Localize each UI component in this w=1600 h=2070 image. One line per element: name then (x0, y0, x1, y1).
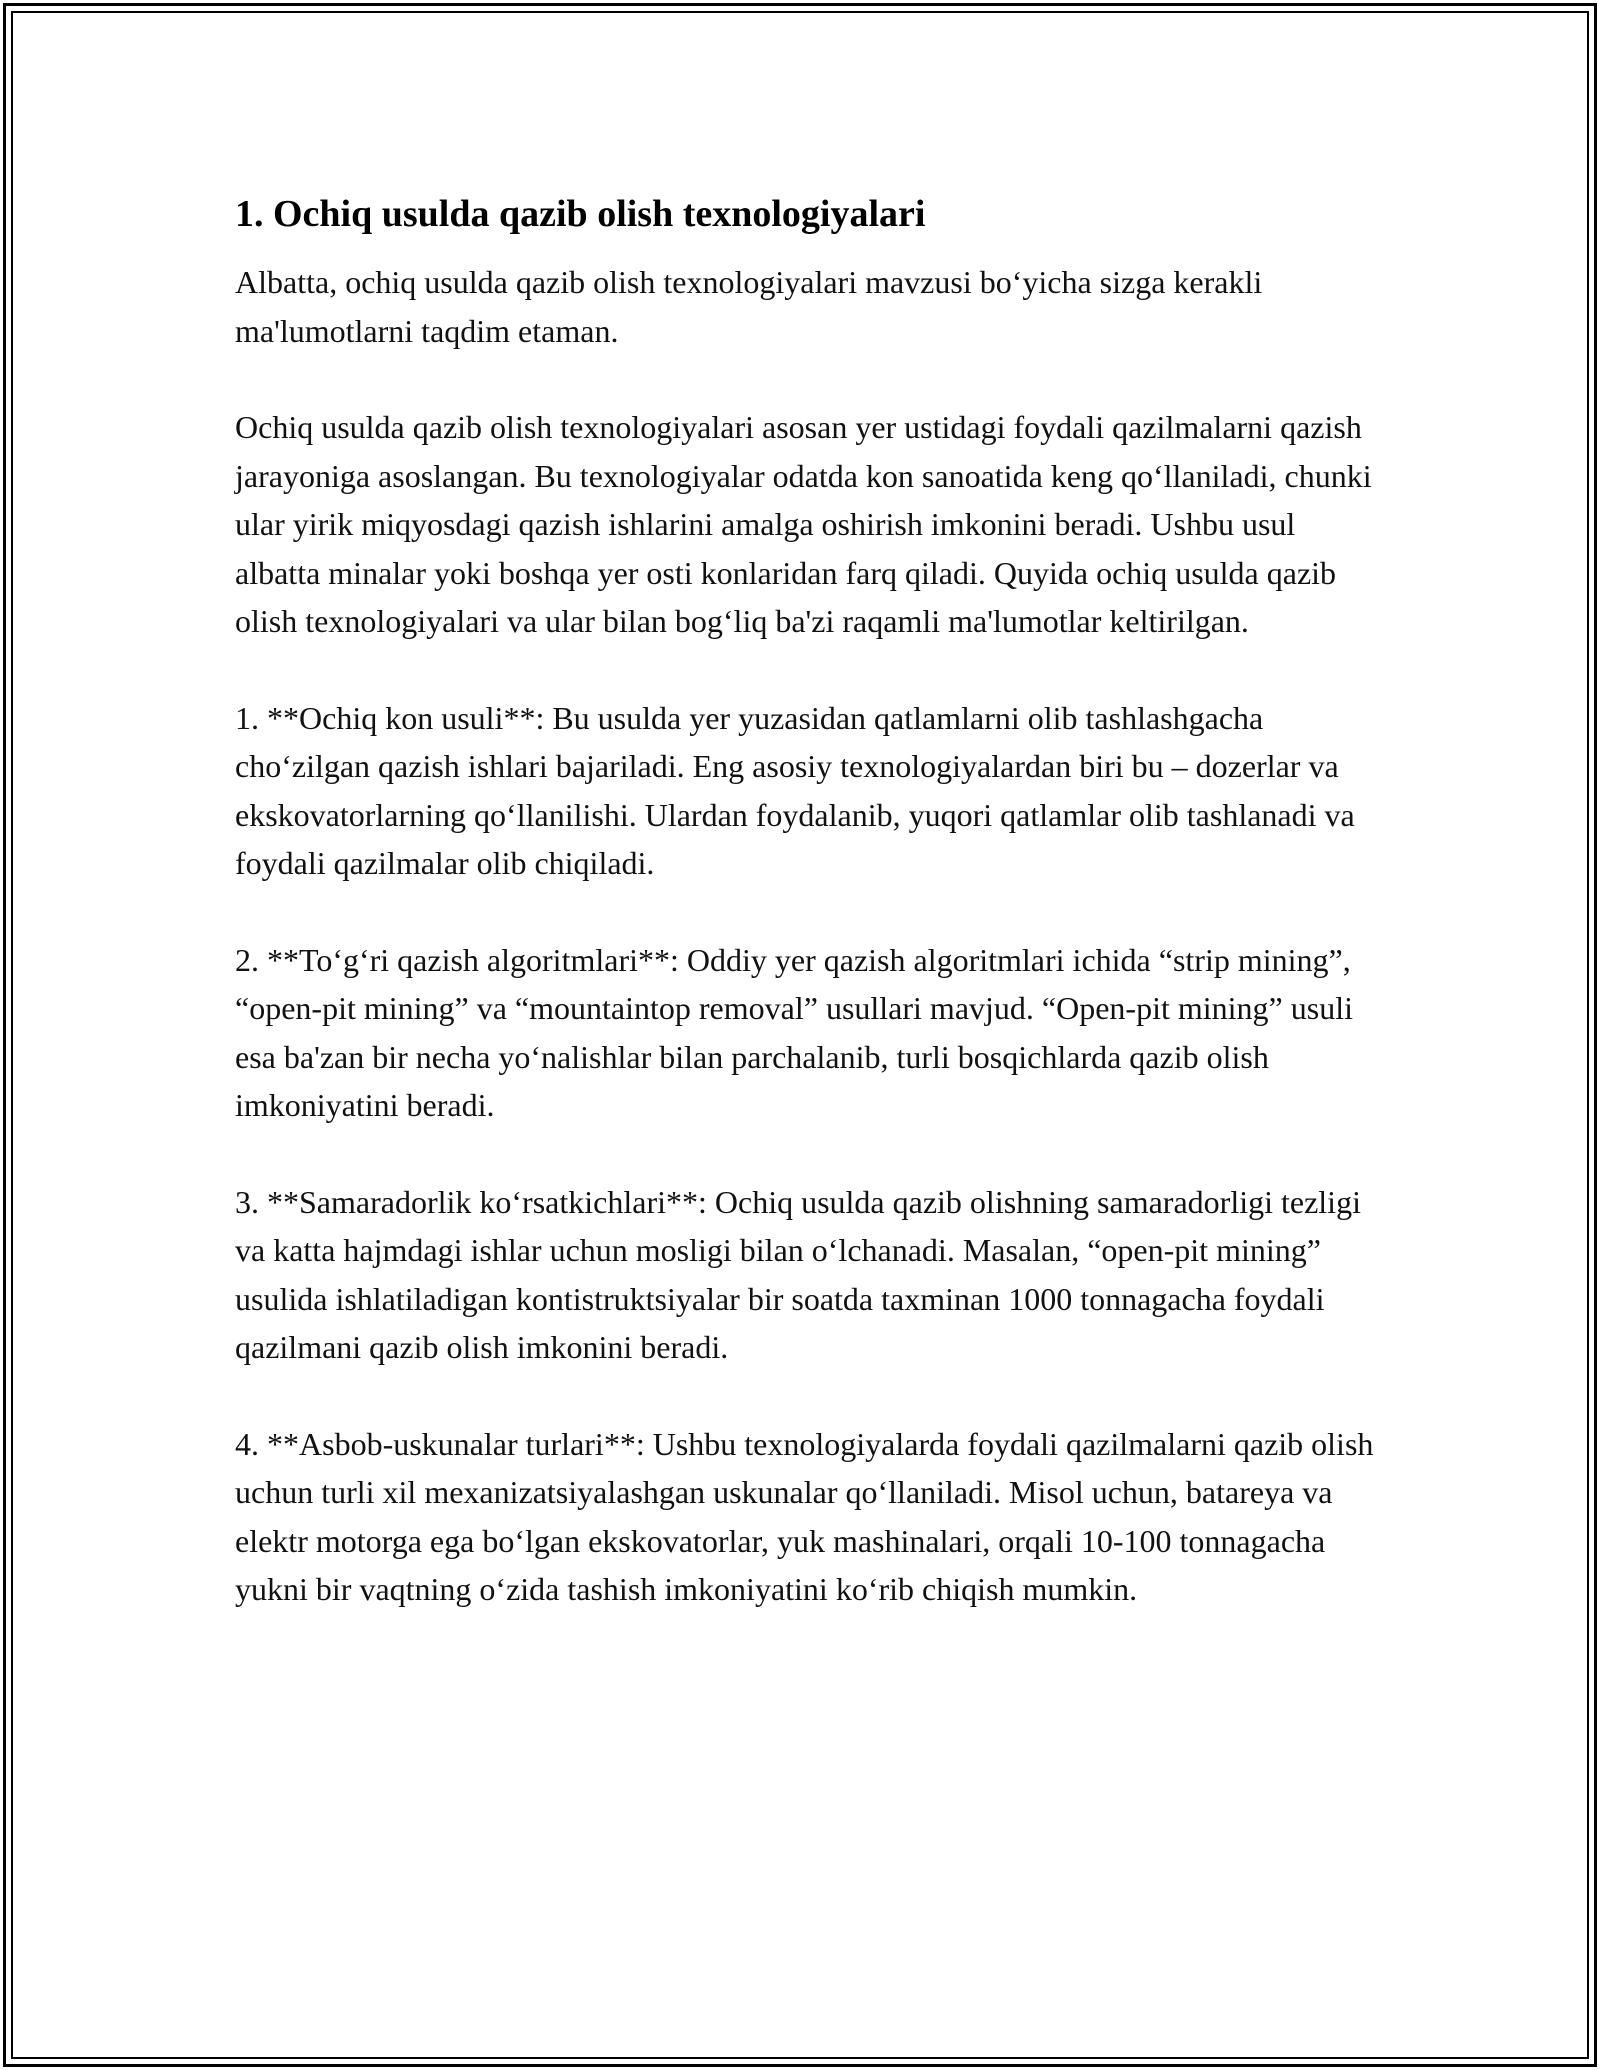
overview-paragraph: Ochiq usulda qazib olish texnologiyalari asosan yer ustidagi foydali qazilmalarni qazish jarayoniga asoslangan. Bu texnologiyalar odatda kon sanoatida keng qo‘llaniladi, chunki ular yirik miqyosdagi qazish ishlarini amalga oshirish imkonini beradi. Ushbu usul albatta minalar yoki boshqa yer osti konlaridan farq qiladi. Quyida ochiq usulda qazib olish texnologiyalari va ular bilan bog‘liq ba'zi raqamli ma'lumotlar keltirilgan. (235, 409, 1372, 639)
list-item-equipment-types: 4. **Asbob-uskunalar turlari**: Ushbu texnologiyalarda foydali qazilmalarni qazib olish uchun turli xil mexanizatsiyalashgan uskunalar qo‘llaniladi. Misol uchun, batareya va elektr motorga ega bo‘lgan ekskovatorlar, yuk mashinalari, orqali 10-100 tonnagacha yukni bir vaqtning o‘zida tashish imkoniyatini ko‘rib chiqish mumkin. (235, 1425, 1374, 1607)
list-item-open-pit-method: 1. **Ochiq kon usuli**: Bu usulda yer yuzasidan qatlamlarni olib tashlashgacha cho‘zilgan qazish ishlari bajariladi. Eng asosiy texnologiyalardan biri bu – dozerlar va ekskovatorlarning qo‘llanilishi. Ulardan foydalanib, yuqori qatlamlar olib tashlanadi va foydali qazilmalar olib chiqiladi. (235, 699, 1355, 881)
list-item-mining-algorithms: 2. **To‘g‘ri qazish algoritmlari**: Oddiy yer qazish algoritmlari ichida “strip mining”, “open-pit mining” va “mountaintop removal” usullari mavjud. “Open-pit mining” usuli esa ba'zan bir necha yo‘nalishlar bilan parchalanib, turli bosqichlarda qazib olish imkoniyatini beradi. (235, 941, 1353, 1123)
list-item-efficiency-indicators: 3. **Samaradorlik ko‘rsatkichlari**: Ochiq usulda qazib olishning samaradorligi tezligi va katta hajmdagi ishlar uchun mosligi bilan o‘lchanadi. Masalan, “open-pit mining” usulida ishlatiladigan kontistruktsiyalar bir soatda taxminan 1000 tonnagacha foydali qazilmani qazib olish imkonini beradi. (235, 1183, 1361, 1365)
document-body (235, 186, 1375, 1662)
document-title: 1. Ochiq usulda qazib olish texnologiyalari (235, 193, 926, 235)
intro-paragraph: Albatta, ochiq usulda qazib olish texnologiyalari mavzusi bo‘yicha sizga kerakli ma'lumotlarni taqdim etaman. (235, 264, 1263, 349)
